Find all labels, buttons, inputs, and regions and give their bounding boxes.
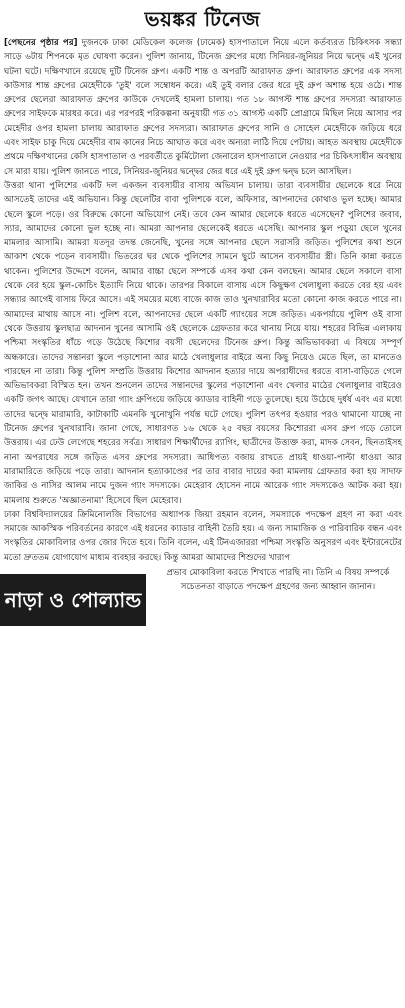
continued-from-back-page-label: [পেছনের পৃষ্ঠার পর] (4, 38, 78, 48)
article-body (0, 36, 405, 626)
article-tail-text: প্রভাব মোকাবিলা করতে শিখাতে পারছি না। তিনি এ বিষয় সম্পর্কে সচেতনতা বাড়াতে পদক্ষেপ গ্রহণের জন্য আহ্বান জানান। (166, 567, 390, 593)
article-headline: ভয়ঙ্কর টিনেজ (144, 7, 261, 31)
article-paragraph-1 (4, 36, 402, 179)
article-footer-row (4, 566, 402, 626)
article-paragraph-3: ঢাকা বিশ্ববিদ্যালয়ের ক্রিমিনোলজি বিভাগের অধ্যাপক জিয়া রহমান বলেন, সমস্যাকে পদক্ষেপ গ্রহণ না করা এবং সমাজে আকস্মিক পরিবর্তনের কারণে এই ধরনের ক্যাডার বাহিনী তৈরি হয়। এ জন্য সামাজিক ও পারিবারিক বন্ধন এবং সংস্কৃতির মোকাবিলার ওপর জোর দিতে হবে। তিনি বলেন, এই টিনএজাররা পশ্চিমা সংস্কৃতি অনুসরণ এবং ইন্টারনেটের মতো দ্রুততম যোগাযোগ মাধ্যম ব্যবহার করছে। কিন্তু আমরা আমাদের শিশুদের খারাপ (4, 509, 402, 563)
next-story-banner: নাড়া ও পোল্যান্ড (0, 574, 146, 626)
article-paragraph-2: উত্তরা থানা পুলিশের একটি দল একজন ব্যবসায়ীর বাসায় অভিযান চালায়। তারা ব্যবসায়ীর ছেলেকে ধরে নিয়ে আসতেই তাদের এই অভিযান। কিন্তু ছেলেটির বাবা পুলিশকে বলে, অফিসার, আপনাদের কোথাও ভুল হচ্ছে। আমার ছেলে স্কুলে পড়ে। ওর বিরুদ্ধে কোনো অভিযোগ নেই। তবে কেন আমার ছেলেকে ধরতে এসেছেন? পুলিশের জবাব, স্যার, আমাদের কোনো ভুল হচ্ছে না। আমরা আপনার ছেলেকেই ধরতে এসেছি। আপনার স্কুল পড়ুয়া ছেলে খুনের মামলার আসামি। আমরা যতদূর তদন্ত জেনেছি, খুনের সঙ্গে আপনার ছেলে সরাসরি জড়িত। পুলিশের কথা শুনে আকাশ থেকে পড়েন ব্যবসায়ী। ভিতরের ঘর থেকে পুলিশের সামনে ছুটে আসেন ব্যবসায়ীর স্ত্রী। তিনি কান্না করতে থাকেন। পুলিশের উদ্দেশে বলেন, আমার বাচ্চা ছেলে সম্পর্কে এসব কথা কেন বলছেন। আমার ছেলে সকালে বাসা থেকে বের হয়ে স্কুল-কোচিং ইত্যাদি নিয়ে থাকে। তারপর বিকালে বাসায় এসে কিছুক্ষণ খেলাধুলা করতে বের হয় এবং সন্ধ্যার আগেই বাসায় ফিরে আসে। এই সময়ের মধ্যে বাজে কাজ তাও খুনখারাবির মতো কোনো কাজ করতে পারে না। আমাদের মাথায় আসে না। পুলিশ বলে, আপনাদের ছেলে একটি গ্যাংয়ের সঙ্গে জড়িত। একপর্যায়ে পুলিশ ওই বাসা থেকে উত্তরায় স্কুলছাত্র আদনান খুনের আসামি ওই ছেলেকে গ্রেফতার করে থানায় নিয়ে যায়। শহরের বিভিন্ন এলাকায় পশ্চিমা সংস্কৃতির ধাঁচে গড়ে উঠেছে কিশোর বয়সী ছেলেদের টিনেজ গ্রুপ। কিন্তু অভিভাবকরা এ বিষয়ে সম্পূর্ণ অন্ধকারে। তাদের সন্তানরা স্কুলে পড়াশোনা আর মাঠে খেলাধুলার বাইরে অন্য কিছু নিয়েও মেতে ছিল, তা মানতেও পারছেন না তারা। কিন্তু পুলিশ সম্প্রতি উত্তরায় কিশোর আদনান হত্যার দায়ে অপরাধীদের ধরতে বাসা-বাড়িতে গেলে অভিভাবকরা বিস্মিত হন। তখন শুনলেন তাদের সন্তানদের স্কুলের পড়াশোনা এবং খেলার মাঠের খেলাধুলার বাইরেও একটি জগৎ আছে। যেখানে তারা গ্যাং গ্রুপিংয়ে জড়িয়ে ক্যাডার বাহিনী গড়ে তুলেছে। হয়ে উঠেছে দুর্ধর্ষ এবং এর মধ্যে তাদের দ্বন্দ্বে মারামারি, কাটাকাটি এমনকি খুনোখুনি পর্যন্ত ঘটে গেছে। পুলিশ তৎপর হওয়ার পরও থামানো যাচ্ছে না টিনেজ গ্রুপের খুনখারাবি। জানা গেছে, সাধারণত ১৬ থেকে ২৫ বছর বয়সের কিশোররা এসব গ্রুপ গড়ে তোলে উত্তরায়। এর ঢেউ লেগেছে শহরের সর্বত্র। সাধারণ শিক্ষার্থীদের র‌্যাগিং, ছাত্রীদের উত্ত্যক্ত করা, মাদক সেবন, ছিনতাইসহ নানা অপরাধের সঙ্গে জড়িত এসব গ্রুপের সদস্যরা। আধিপত্য বজায় রাখতে প্রায়ই ধাওয়া-পাল্টা ধাওয়া আর মারামারিতে জড়িয়ে পড়ে তারা। আদনান হত্যাকাণ্ডের পর তার বাবার দায়ের করা মামলায় গ্রেফতার করা হয় সাদাফ জাকির ও নাসির আলম নামে দুজন গ্যাং সদস্যকে। মেহেরাব হোসেন নামে আরেক গ্যাং সদস্যকেও আটক করা হয়। মামলায় শুরুতে 'অজ্ঞাতনামা' হিসেবে ছিল মেহেরাব। (4, 180, 402, 506)
paragraph-1-text: দুজনকে ঢাকা মেডিকেল কলেজ (ঢামেক) হাসপাতালে নিয়ে এলে কর্তব্যরত চিকিৎসক সন্ধ্যা সাড়ে ৬টায় শিপনকে মৃত ঘোষণা করেন। পুলিশ জানায়, টিনেজ গ্রুপের মধ্যে সিনিয়র-জুনিয়র নিয়ে দ্বন্দ্বে এই খুনের ঘটনা ঘটে। দক্ষিণখানে রয়েছে দুটি টিনেজ গ্রুপ। একটি শান্ত ও অপরটি আরাফাত গ্রুপ। আরাফাত গ্রুপের এক সদস্য কাউসার শান্ত গ্রুপের মেহেদীকে 'তুই' বলে সম্বোধন করে। এই তুই বলার জের ধরে দুই গ্রুপ অশান্ত হয়ে ওঠে। শান্ত গ্রুপের ছেলেরা আরাফাত গ্রুপের কাউকে দেখলেই হামলা চালায়। গত ১৮ আগস্ট শান্ত গ্রুপের সদস্যরা আরাফাত গ্রুপের সাইফকে মারধর করে। এর পরপরই পরিকল্পনা অনুযায়ী গত ৩১ আগস্ট একটি প্রোগ্রামে মিছিল নিয়ে আসার পর মেহেদীর ওপর হামলা চালায় আরাফাত গ্রুপের সদস্যরা। আরাফাত গ্রুপের সানি ও সোহেল মেহেদীকে জড়িয়ে ধরে এবং সাইফ চাকু দিয়ে মেহেদীর বাম কানের নিচে আঘাত করে এবং অন্যরা লাঠি দিয়ে পেটায়। আহত অবস্থায় মেহেদীকে প্রথমে দক্ষিণখানের কেসি হাসপাতাল ও পরবর্তীতে কুর্মিটোলা জেনারেল হাসপাতালে নেওয়ার পর চিকিৎসাধীন অবস্থায় সে মারা যায়। পুলিশ জানতে পারে, সিনিয়র-জুনিয়র দ্বন্দ্বের জের ধরে এই দুই গ্রুপ দ্বন্দ্ব চলে আসছিল। (4, 38, 402, 177)
